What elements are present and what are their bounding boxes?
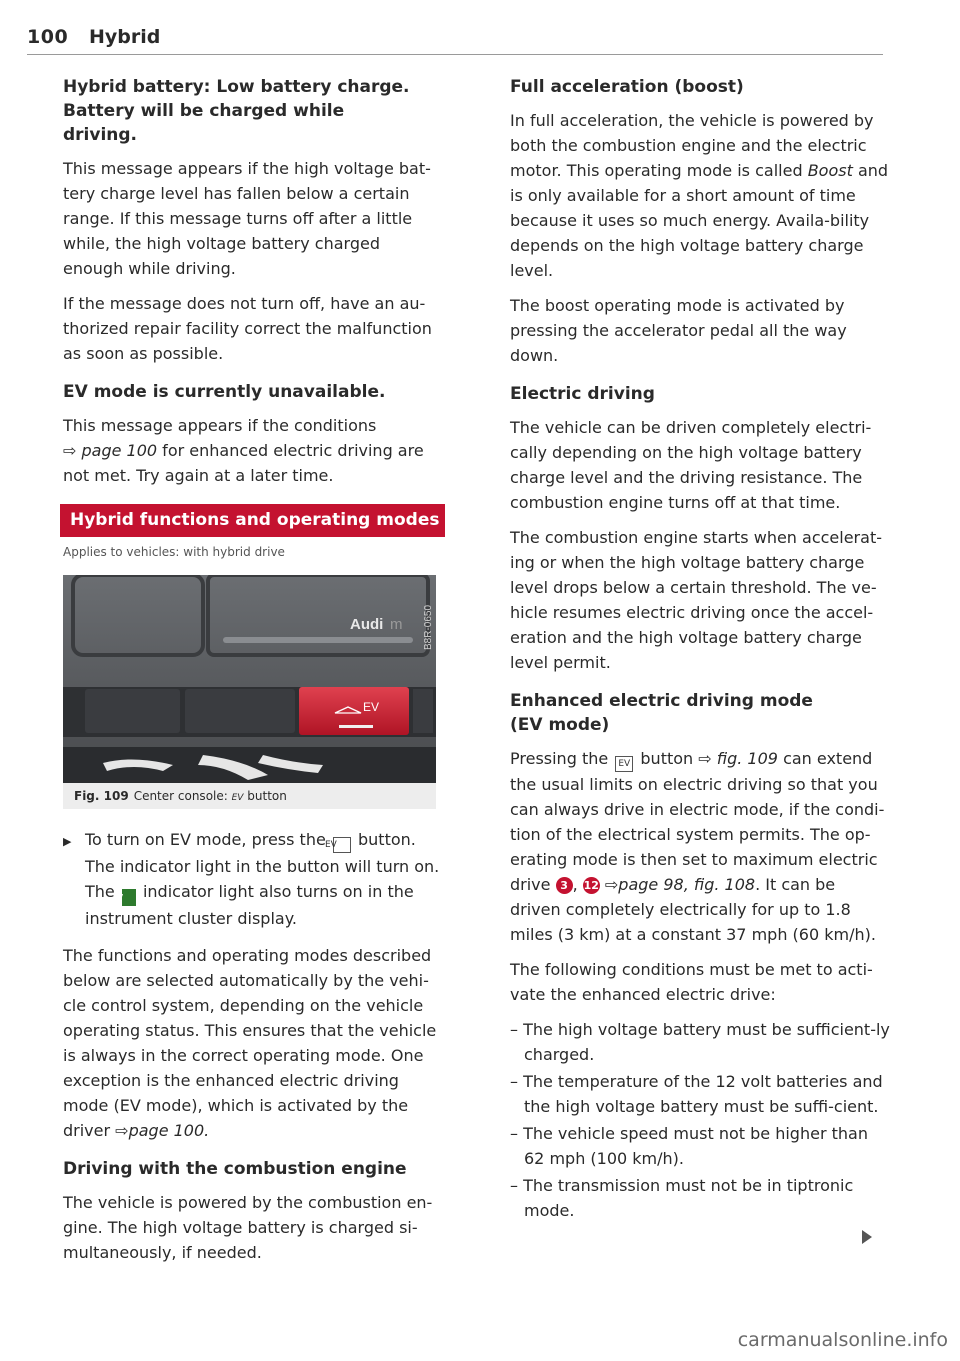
- list-item: – The transmission must not be in tiptronic mode.: [510, 1176, 854, 1220]
- ev-button-icon: EV: [615, 756, 633, 772]
- page-link[interactable]: page 98, fig. 108: [618, 875, 756, 894]
- heading-ev-unavailable: EV mode is currently unavailable.: [63, 382, 386, 402]
- paragraph: This message appears if the conditions ⇨ page 100 for enhanced electric driving are not met. Try again at a later time.: [63, 416, 424, 485]
- section-banner: Hybrid functions and operating modes: [60, 504, 445, 537]
- ev-button-icon: EV: [333, 837, 351, 853]
- arrow-icon: ⇨: [698, 749, 712, 768]
- heading-combustion-engine: Driving with the combustion engine: [63, 1159, 407, 1179]
- heading-full-acceleration: Full acceleration (boost): [510, 77, 744, 97]
- heading-ev-mode: Enhanced electric driving mode (EV mode): [510, 691, 813, 735]
- paragraph: Pressing the EV button ⇨ fig. 109 can extend the usual limits on electric driving so that you can always drive in electric mode, if the condi-tion of the electrical system permits. The op-erating mode is then set to maximum electric drive 3 , 12 ⇨page 98, fig. 108. It can be driven completely electrically for up to 1.8 miles (3 km) at a constant 37 mph (60 km/h).: [510, 749, 885, 944]
- list-item: – The temperature of the 12 volt batteries and the high voltage battery must be suffi-cient.: [510, 1072, 883, 1116]
- arrow-icon: ⇨: [63, 441, 77, 460]
- figure-link[interactable]: fig. 109: [716, 749, 778, 768]
- paragraph: The vehicle is powered by the combustion en-gine. The high voltage battery is charged si-multaneously, if needed.: [63, 1193, 433, 1262]
- page-header: [27, 24, 883, 55]
- paragraph: The following conditions must be met to acti-vate the enhanced electric drive:: [510, 960, 873, 1004]
- paragraph: The boost operating mode is activated by pressing the accelerator pedal all the way down.: [510, 296, 847, 365]
- svg-text:Audi: Audi: [350, 616, 384, 633]
- svg-text:EV: EV: [363, 700, 380, 714]
- bullet-triangle-icon: ▶: [63, 835, 72, 848]
- page-link[interactable]: page 100.: [128, 1121, 210, 1140]
- instruction-step: ▶ To turn on EV mode, press the EV button. The indicator light in the button will turn on. The EV indicator light also turns on in the instrument cluster display.: [63, 830, 440, 928]
- arrow-icon: ⇨: [604, 875, 619, 894]
- center-console-figure: [63, 575, 436, 783]
- watermark: carmanualsonline.info: [737, 1329, 948, 1351]
- center-console-illustration: [63, 575, 436, 783]
- paragraph: If the message does not turn off, have an au-thorized repair facility correct the malfunction as soon as possible.: [63, 294, 432, 363]
- arrow-icon: ⇨: [115, 1121, 129, 1140]
- list-item: – The high voltage battery must be sufficient-ly charged.: [510, 1020, 890, 1064]
- ev-button-icon: EV: [231, 793, 244, 803]
- callout-12-icon: 12: [583, 879, 599, 892]
- left-column: [63, 75, 443, 1275]
- svg-text:B8R-0650: B8R-0650: [423, 604, 434, 650]
- applies-note: Applies to vehicles: with hybrid drive: [63, 545, 285, 559]
- paragraph: The vehicle can be driven completely electri-cally depending on the high voltage battery charge level and the driving resistance. The combustion engine turns off at that time.: [510, 418, 872, 512]
- continue-arrow-icon: [862, 1230, 872, 1244]
- ev-indicator-icon: EV: [122, 889, 136, 906]
- figure-caption: Fig. 109 Center console: EV button: [63, 783, 436, 809]
- section-title: Hybrid: [89, 26, 161, 48]
- page-number: 100: [27, 26, 69, 48]
- heading-electric-driving: Electric driving: [510, 384, 655, 404]
- paragraph: This message appears if the high voltage bat-tery charge level has fallen below a certain range. If this message turns off after a little while, the high voltage battery charged enough while driving.: [63, 159, 431, 278]
- paragraph: The functions and operating modes described below are selected automatically by the vehi-cle control system, depending on the vehicle operating status. This ensures that the vehicle is always in the correct operating mode. One exception is the enhanced electric driving mode (EV mode), which is activated by the driver ⇨page 100.: [63, 946, 437, 1140]
- right-column: [510, 75, 890, 1225]
- paragraph: The combustion engine starts when accelerat-ing or when the high voltage battery charge level drops below a certain threshold. The ve-hicle resumes electric driving once the accel-eration and the high voltage battery charge level permit.: [510, 528, 882, 672]
- paragraph: In full acceleration, the vehicle is powered by both the combustion engine and the electric motor. This operating mode is called Boost and is only available for a short amount of time because it uses so much energy. Availa-bility depends on the high voltage battery charge level.: [510, 111, 889, 280]
- list-item: – The vehicle speed must not be higher than 62 mph (100 km/h).: [510, 1124, 868, 1168]
- page-link[interactable]: page 100: [81, 441, 158, 460]
- callout-3-icon: 3: [556, 877, 573, 894]
- svg-text:m: m: [390, 616, 403, 633]
- conditions-list: [510, 1017, 890, 1223]
- heading-low-battery: Hybrid battery: Low battery charge. Battery will be charged while driving.: [63, 77, 410, 145]
